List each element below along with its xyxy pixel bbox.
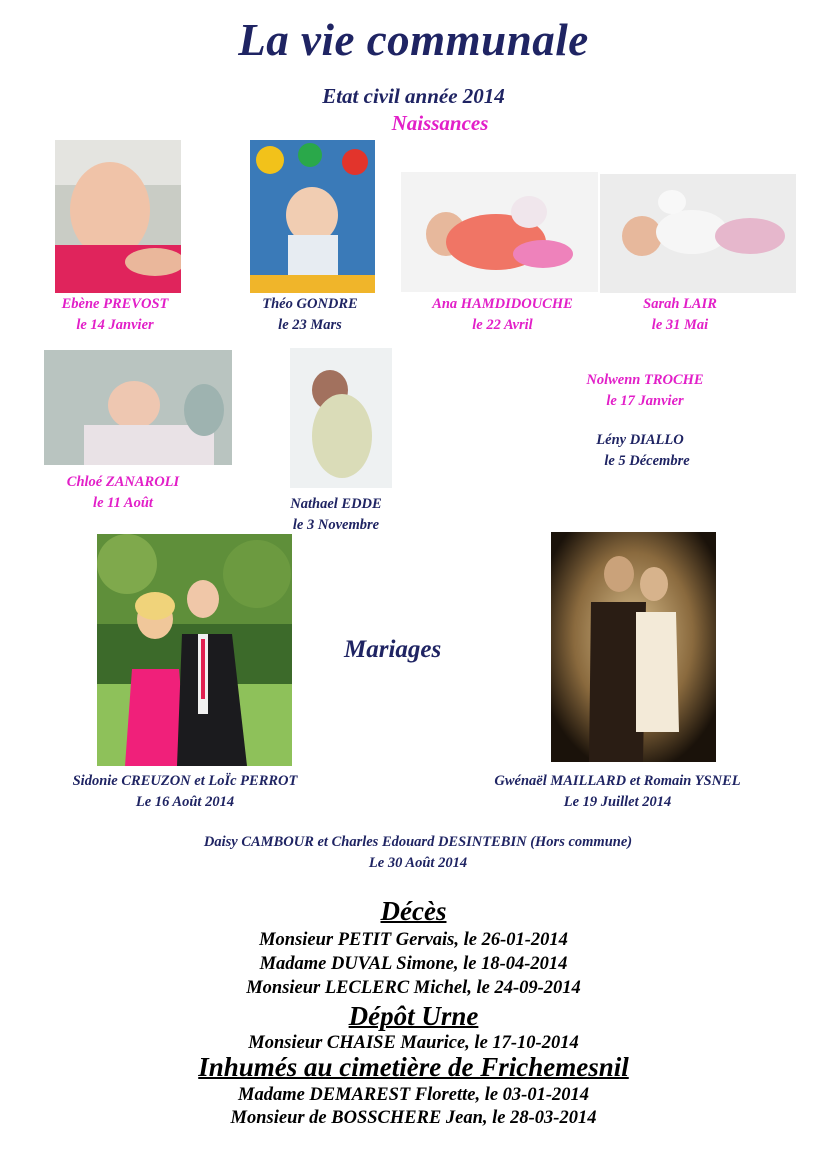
- birth-date: le 17 Janvier: [606, 393, 684, 409]
- urn-heading: Dépôt Urne: [348, 1001, 479, 1031]
- baby-photo-theo: [250, 140, 375, 293]
- birth-name: Nolwenn TROCHE: [586, 372, 704, 388]
- marriage-date: Le 16 Août 2014: [135, 794, 235, 810]
- birth-name: Ebène PREVOST: [61, 296, 169, 312]
- baby-photo-nathael: [290, 348, 392, 488]
- birth-caption: [560, 370, 730, 412]
- wedding-photo-creuzon-perrot: [97, 534, 292, 766]
- birth-caption: [235, 294, 385, 336]
- birth-name: Théo GONDRE: [262, 296, 358, 312]
- page-title: La vie communale: [238, 15, 589, 65]
- birth-date: le 3 Novembre: [292, 517, 380, 533]
- birth-date: le 31 Mai: [651, 317, 709, 333]
- birth-caption: [266, 494, 406, 536]
- baby-photo-ana: [401, 172, 598, 292]
- death-entry: Monsieur LECLERC Michel, le 24-09-2014: [246, 978, 581, 998]
- marriage-couple: Daisy CAMBOUR et Charles Edouard DESINTEBIN (Hors commune): [203, 834, 633, 850]
- burial-entry: Monsieur de BOSSCHERE Jean, le 28-03-2014: [230, 1108, 597, 1128]
- baby-photo-sarah: [600, 174, 796, 293]
- deaths-heading: Décès: [380, 896, 447, 926]
- marriage-caption: [455, 771, 780, 813]
- birth-name: Nathael EDDE: [290, 496, 382, 512]
- wedding-photo-maillard-ysnel: [551, 532, 716, 762]
- marriage-date: Le 30 Août 2014: [368, 855, 468, 871]
- birth-name: Sarah LAIR: [643, 296, 717, 312]
- birth-caption: [570, 430, 710, 472]
- death-entry: Monsieur PETIT Gervais, le 26-01-2014: [259, 930, 568, 950]
- birth-name: Lény DIALLO: [596, 432, 684, 448]
- burial-entry: Madame DEMAREST Florette, le 03-01-2014: [238, 1085, 589, 1105]
- birth-date: le 5 Décembre: [604, 453, 690, 469]
- marriage-caption: [40, 771, 330, 813]
- births-heading: Naissances: [391, 111, 489, 135]
- death-entry: Madame DUVAL Simone, le 18-04-2014: [259, 954, 568, 974]
- marriage-caption: [0, 832, 827, 874]
- birth-caption: [40, 294, 190, 336]
- birth-date: le 23 Mars: [278, 317, 342, 333]
- birth-date: le 11 Août: [93, 495, 153, 511]
- baby-photo-chloe: [44, 350, 232, 465]
- subtitle: Etat civil année 2014: [322, 84, 505, 108]
- marriage-couple: Sidonie CREUZON et LoÏc PERROT: [72, 773, 298, 789]
- birth-date: le 14 Janvier: [76, 317, 154, 333]
- urn-entry: Monsieur CHAISE Maurice, le 17-10-2014: [248, 1033, 579, 1053]
- birth-caption: [410, 294, 595, 336]
- birth-date: le 22 Avril: [472, 317, 533, 333]
- marriage-date: Le 19 Juillet 2014: [563, 794, 672, 810]
- birth-caption: [610, 294, 750, 336]
- burials-heading: Inhumés au cimetière de Frichemesnil: [198, 1052, 629, 1082]
- birth-name: Chloé ZANAROLI: [66, 474, 180, 490]
- marriages-heading: Mariages: [344, 636, 442, 663]
- baby-photo-ebene: [55, 140, 181, 293]
- birth-name: Ana HAMDIDOUCHE: [432, 296, 573, 312]
- birth-caption: [48, 472, 198, 514]
- marriage-couple: Gwénaël MAILLARD et Romain YSNEL: [494, 773, 741, 789]
